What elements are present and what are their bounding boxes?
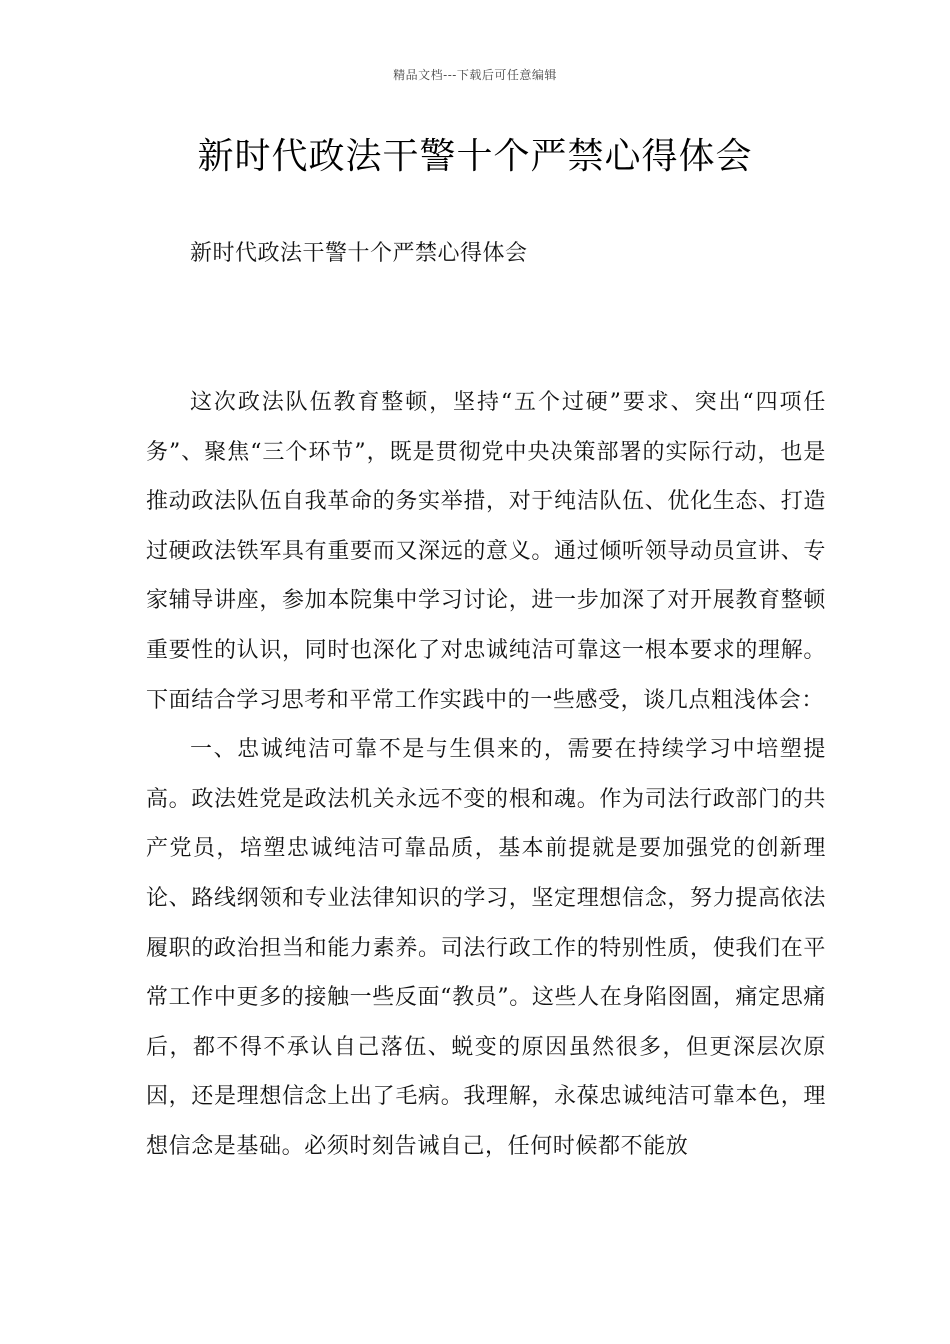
body-paragraph: 一、忠诚纯洁可靠不是与生俱来的，需要在持续学习中培塑提高。政法姓党是政法机关永远不变的根和魂。作为司法行政部门的共产党员，培塑忠诚纯洁可靠品质，基本前提就是要加强党的创新理论、路线纲领和专业法律知识的学习，坚定理想信念，努力提高依法履职的政治担当和能力素养。司法行政工作的特别性质，使我们在平常工作中更多的接触一些反面“教员”。这些人在身陷囹圄，痛定思痛后，都不得不承认自己落伍、蜕变的原因虽然很多，但更深层次原因，还是理想信念上出了毛病。我理解，永葆忠诚纯洁可靠本色，理想信念是基础。必须时刻告诫自己，任何时候都不能放 (146, 737, 826, 1159)
body-paragraph: 这次政法队伍教育整顿，坚持“五个过硬”要求、突出“四项任务”、聚焦“三个环节”，既是贯彻党中央决策部署的实际行动，也是推动政法队伍自我革命的务实举措，对于纯洁队伍、优化生态、打造过硬政法铁军具有重要而又深远的意义。通过倾听领导动员宣讲、专家辅导讲座，参加本院集中学习讨论，进一步加深了对开展教育整顿重要性的认识，同时也深化了对忠诚纯洁可靠这一根本要求的理解。下面结合学习思考和平常工作实践中的一些感受，谈几点粗浅体会： (146, 390, 826, 713)
document-title: 新时代政法干警十个严禁心得体会 (197, 136, 753, 177)
header-note: 精品文档---下载后可任意编辑 (393, 68, 557, 82)
document-subtitle: 新时代政法干警十个严禁心得体会 (190, 241, 528, 266)
document-body (146, 378, 826, 1172)
